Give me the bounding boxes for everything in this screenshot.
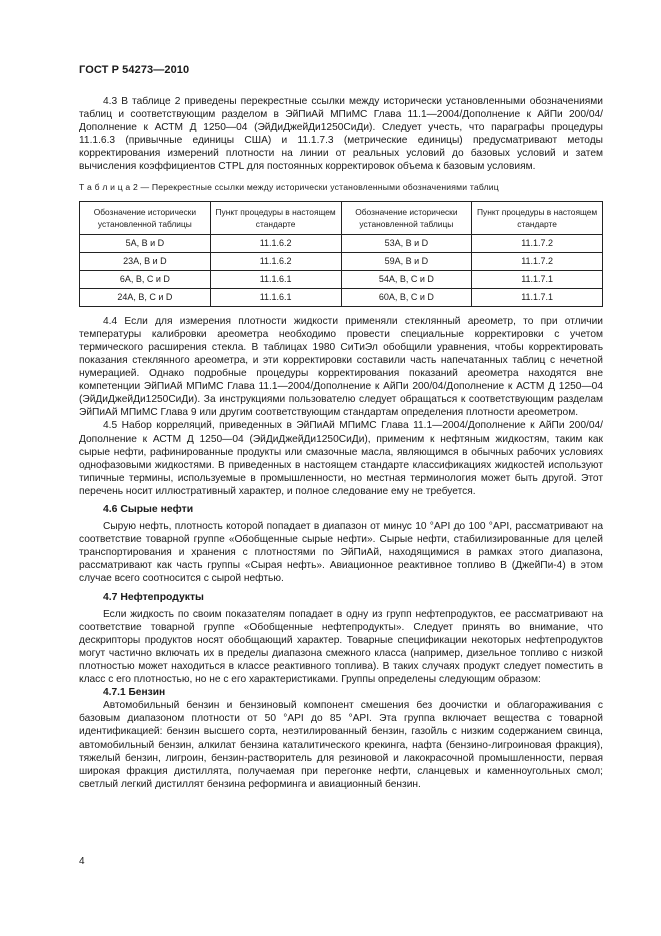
subsection-heading-4-7-1: 4.7.1 Бензин: [103, 687, 166, 699]
table-cell: 11.1.6.2: [210, 252, 341, 270]
section-heading-4-6: 4.6 Сырые нефти: [103, 503, 194, 515]
table-cell: 59A, B и D: [341, 252, 472, 270]
paragraph-4-7: Если жидкость по своим показателям попадает в одну из групп нефтепродуктов, ее рассматривают на соответствие товарной группе «Обобщенные нефтепродукты». Следует принять во внимание, что дескрипторы продуктов носят обобщающий характер. Товарные спецификации некоторых нефтепродуктов могут частично включать их в пределы диапазона смежного класса (например, дизельное топливо с низкой плотностью может находиться в классе реактивного топлива). В таких случаях продукт следует поместить в класс с его плотностью, но не с его характеристиками. Группы определены следующим образом:: [79, 608, 603, 686]
table-cell: 54A, B, C и D: [341, 270, 472, 288]
table-cell: 11.1.6.1: [210, 288, 341, 306]
table-row: [80, 270, 603, 288]
table-cell: 60A, B, C и D: [341, 288, 472, 306]
table-cell: 24A, B, C и D: [80, 288, 211, 306]
table-cell: 11.1.7.1: [472, 270, 603, 288]
table-header-cell: Обозначение исторически установленной таблицы: [341, 201, 472, 234]
table-cell: 5A, B и D: [80, 234, 211, 252]
page-number: 4: [79, 856, 85, 867]
table-cell: 11.1.6.1: [210, 270, 341, 288]
table-cell: 53A, B и D: [341, 234, 472, 252]
cross-reference-table: [79, 201, 603, 307]
paragraph-4-3: 4.3 В таблице 2 приведены перекрестные ссылки между исторически установленными обозначениями таблиц и соответствующим разделом в ЭйПиАй МПиМС Глава 11.1—2004/Дополнение к АйПи 200/04/Дополнение к АСТМ Д 1250—04 (ЭйДиДжейДи1250СиДи). Следует учесть, что параграфы процедуры 11.1.6.3 (привычные единицы США) и 11.1.7.3 (метрические единицы) предусматривают методы корректирования измерений плотности на линии от реальных условий до базовых условий и затем вычисления коэффициентов CTPL для постоянных корректировок объема к базовым условиям.: [79, 96, 603, 173]
paragraph-4-6: Сырую нефть, плотность которой попадает в диапазон от минус 10 °API до 100 °API, рассматривают на соответствие товарной группе «Обобщенные сырые нефти». Сырые нефти, стабилизированные для целей транспортирования и хранения с плотностями по ЭйПиАй, находящимися в рамках этого диапазона, рассматривают как часть группы «Сырая нефть». Авиационное реактивное топливо В (ДжейПи-4) в этом случае всего соотносится с сырой нефтью.: [79, 521, 603, 585]
table-row: [80, 252, 603, 270]
table-header-cell: Обозначение исторически установленной таблицы: [80, 201, 211, 234]
section-heading-4-7: 4.7 Нефтепродукты: [103, 591, 204, 603]
table-header-row: [80, 201, 603, 234]
table-row: [80, 288, 603, 306]
page-content: [79, 95, 603, 791]
table-caption: Т а б л и ц а 2 — Перекрестные ссылки между исторически установленными обозначениями таблиц: [79, 181, 499, 192]
table-header-cell: Пункт процедуры в настоящем стандарте: [472, 201, 603, 234]
document-id-header: ГОСТ Р 54273—2010: [79, 64, 190, 76]
table-cell: 11.1.7.1: [472, 288, 603, 306]
paragraph-4-5: 4.5 Набор корреляций, приведенных в ЭйПиАй МПиМС Глава 11.1—2004/Дополнение к АйПи 200/04/Дополнение к АСТМ Д 1250—04 (ЭйДиДжейДи1250СиДи), применим к нефтяным жидкостям, таким как сырые нефти, рафинированные продукты или смазочные масла, являющимся в обычных рабочих условиях однофазовыми жидкостями. В приведенных в настоящем стандарте классификациях жидкостей используют типичные термины, используемые в промышленности, но местная терминология может быть другой. Этот перечень носит иллюстративный характер, и полное следование ему не требуется.: [79, 420, 603, 497]
table-header-cell: Пункт процедуры в настоящем стандарте: [210, 201, 341, 234]
table-cell: 23A, B и D: [80, 252, 211, 270]
paragraph-4-7-1: Автомобильный бензин и бензиновый компонент смешения без доочистки и облагораживания с базовым диапазоном плотности от 50 °API до 85 °API. Эта группа включает вещества с товарной идентификацией: бензин высшего сорта, неэтилированный бензин, газойль с низким содержанием свинца, автомобильный бензин, алкилат бензина каталитического крекинга, нафта (бензино-лигроиновая фракция), тяжелый бензин, лигроин, бензин-растворитель для резиновой и лакокрасочной промышленности, первая широкая фракция дистиллята, получаемая при перегонке нефти, сланцевых и каменноугольных смол; светлый легкий дистиллят бензина реформинга и авиационный бензин.: [79, 700, 603, 790]
table-cell: 11.1.7.2: [472, 234, 603, 252]
table-cell: 6A, B, C и D: [80, 270, 211, 288]
table-row: [80, 234, 603, 252]
table-cell: 11.1.6.2: [210, 234, 341, 252]
paragraph-4-4: 4.4 Если для измерения плотности жидкости применяли стеклянный ареометр, то при отличии температуры калибровки ареометра необходимо провести специальные корректировки с учетом термического расширения стекла. В таблицах 1980 СиТиЭл обобщили уравнения, чтобы корректировать показания стеклянного ареометра, и эти корректировки составили часть напечатанных таблиц с нечетной нумерацией. Однако подробные процедуры корректирования показаний ареометра находятся вне компетенции ЭйПиАй МПиМС Глава 11.1—2004/Дополнение к АйПи 200/04/Дополнение к АСТМ Д 1250—04 (ЭйДиДжейДи1250СиДи). За инструкциями пользователю следует обращаться к соответствующим разделам ЭйПиАй МПиМС Глава 9 или другим соответствующим стандартам определения плотности ареометром.: [79, 315, 603, 419]
table-cell: 11.1.7.2: [472, 252, 603, 270]
